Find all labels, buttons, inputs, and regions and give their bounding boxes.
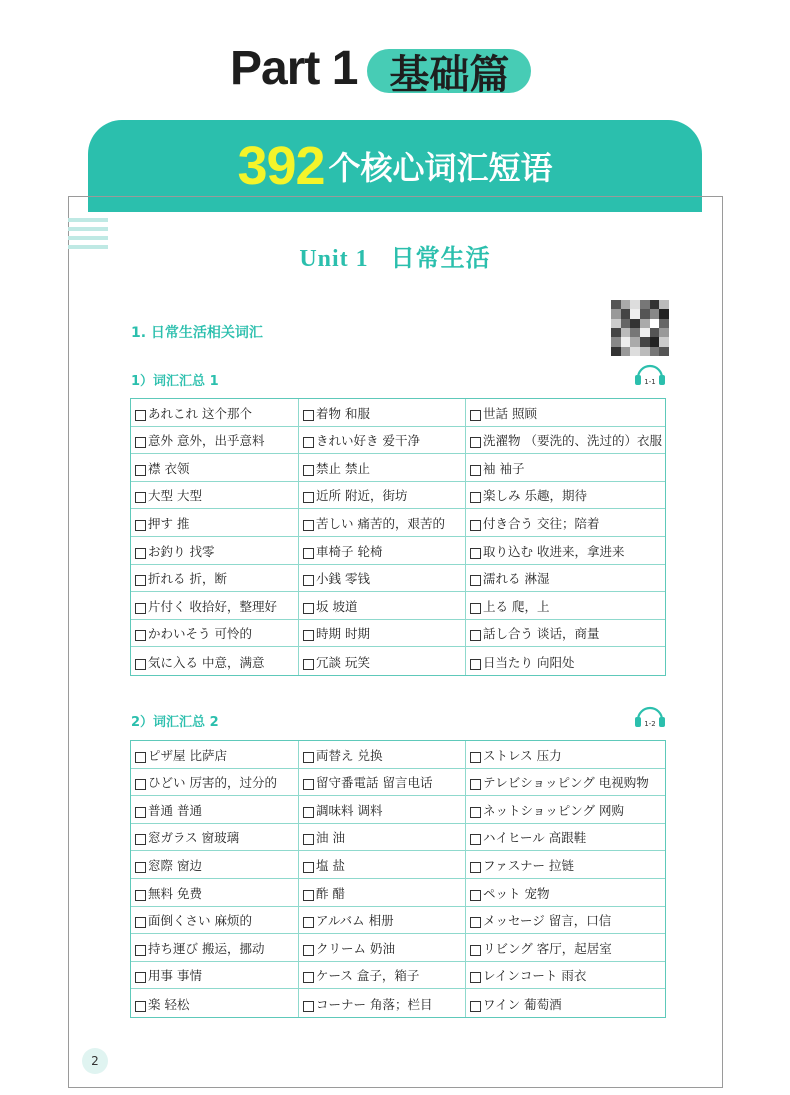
checkbox-icon[interactable] — [303, 752, 314, 763]
headphone-audio-icon[interactable] — [633, 704, 667, 728]
checkbox-icon[interactable] — [303, 1001, 314, 1012]
vocab-text: 大型 大型 — [148, 488, 202, 504]
checkbox-icon[interactable] — [470, 465, 481, 476]
checkbox-icon[interactable] — [470, 410, 481, 421]
vocab-text: 時期 时期 — [316, 626, 370, 642]
vocab-text: お釣り 找零 — [148, 543, 215, 559]
vocab-entry — [466, 879, 665, 907]
vocab-text: 留守番電話 留言电话 — [316, 775, 433, 791]
checkbox-icon[interactable] — [303, 437, 314, 448]
vocab-entry — [131, 647, 299, 675]
vocab-entry — [466, 989, 665, 1017]
vocab-text: コーナー 角落；栏目 — [316, 996, 433, 1012]
checkbox-icon[interactable] — [303, 603, 314, 614]
banner-text: 个核心词汇短语 — [328, 149, 553, 187]
vocab-entry — [466, 647, 665, 675]
vocab-text: 車椅子 轮椅 — [316, 543, 383, 559]
checkbox-icon[interactable] — [470, 945, 481, 956]
checkbox-icon[interactable] — [303, 520, 314, 531]
checkbox-icon[interactable] — [470, 659, 481, 670]
vocab-text: ワイン 葡萄酒 — [483, 996, 562, 1012]
vocab-entry — [131, 482, 299, 510]
vocab-text: 窓ガラス 窗玻璃 — [148, 830, 240, 846]
vocab-text: 話し合う 谈话，商量 — [483, 626, 600, 642]
vocab-entry — [299, 907, 466, 935]
checkbox-icon[interactable] — [470, 779, 481, 790]
vocab-text: アルバム 相册 — [316, 913, 394, 929]
vocab-entry — [466, 592, 665, 620]
vocab-text: 持ち運び 搬运，挪动 — [148, 940, 265, 956]
unit-name: 日常生活 — [390, 246, 491, 272]
checkbox-icon[interactable] — [135, 972, 146, 983]
vocab-entry — [131, 962, 299, 990]
checkbox-icon[interactable] — [135, 917, 146, 928]
vocab-entry — [131, 824, 299, 852]
vocab-text: ケース 盒子，箱子 — [316, 968, 420, 984]
vocab-text: あれこれ 这个那个 — [148, 405, 252, 421]
vocab-text: ピザ屋 比萨店 — [148, 747, 227, 763]
unit-number: Unit 1 — [299, 246, 369, 272]
vocab-entry — [466, 907, 665, 935]
checkbox-icon[interactable] — [470, 548, 481, 559]
vocab-table-1 — [130, 398, 666, 676]
part-name-pill: 基础篇 — [367, 49, 531, 93]
checkbox-icon[interactable] — [303, 807, 314, 818]
vocab-entry — [299, 769, 466, 797]
vocab-entry — [131, 934, 299, 962]
vocab-text: 付き合う 交往；陪着 — [483, 515, 600, 531]
vocab-entry — [131, 509, 299, 537]
vocab-text: ファスナー 拉链 — [483, 857, 574, 873]
checkbox-icon[interactable] — [470, 807, 481, 818]
vocab-text: 取り込む 收进来，拿进来 — [483, 543, 625, 559]
vocab-entry — [466, 427, 665, 455]
checkbox-icon[interactable] — [470, 862, 481, 873]
checkbox-icon[interactable] — [303, 890, 314, 901]
checkbox-icon[interactable] — [135, 1001, 146, 1012]
vocab-text: 苦しい 痛苦的，艰苦的 — [316, 515, 445, 531]
vocab-entry — [299, 962, 466, 990]
part-label: Part 1 — [230, 41, 358, 95]
vocab-entry — [466, 537, 665, 565]
checkbox-icon[interactable] — [135, 437, 146, 448]
vocab-text: 襟 衣领 — [148, 460, 190, 476]
checkbox-icon[interactable] — [303, 410, 314, 421]
checkbox-icon[interactable] — [470, 575, 481, 586]
checkbox-icon[interactable] — [303, 575, 314, 586]
vocab-entry — [299, 482, 466, 510]
section-heading: 1. 日常生活相关词汇 — [131, 325, 263, 341]
vocab-text: 着物 和服 — [316, 405, 370, 421]
vocab-text: テレビショッピング 电视购物 — [483, 775, 649, 791]
vocab-text: 酢 醋 — [316, 885, 345, 901]
vocab-text: 普通 普通 — [148, 802, 202, 818]
vocab-text: 楽 轻松 — [148, 996, 190, 1012]
checkbox-icon[interactable] — [303, 548, 314, 559]
vocab-entry — [299, 509, 466, 537]
vocab-text: 塩 盐 — [316, 857, 345, 873]
part-title — [230, 38, 531, 98]
vocab-entry — [131, 454, 299, 482]
checkbox-icon[interactable] — [135, 603, 146, 614]
vocab-entry — [466, 962, 665, 990]
vocab-text: レインコート 雨衣 — [483, 968, 587, 984]
group-heading-1: 1）词汇汇总 1 — [131, 374, 219, 389]
vocab-text: ひどい 厉害的，过分的 — [148, 775, 277, 791]
vocab-entry — [466, 620, 665, 648]
vocab-text: 冗談 玩笑 — [316, 654, 370, 670]
vocab-text: 無料 免费 — [148, 885, 202, 901]
checkbox-icon[interactable] — [135, 465, 146, 476]
vocab-text: 楽しみ 乐趣，期待 — [483, 488, 587, 504]
vocab-entry — [131, 592, 299, 620]
vocab-entry — [131, 565, 299, 593]
checkbox-icon[interactable] — [303, 492, 314, 503]
vocab-text: ストレス 压力 — [483, 747, 562, 763]
vocab-entry — [466, 454, 665, 482]
checkbox-icon[interactable] — [135, 807, 146, 818]
vocab-text: 小銭 零钱 — [316, 571, 370, 587]
vocab-entry — [131, 907, 299, 935]
vocab-text: 近所 附近，街坊 — [316, 488, 408, 504]
vocab-entry — [466, 399, 665, 427]
vocab-entry — [466, 769, 665, 797]
vocab-entry — [299, 851, 466, 879]
checkbox-icon[interactable] — [135, 575, 146, 586]
vocab-text: きれい好き 爱干净 — [316, 433, 420, 449]
vocab-text: 油 油 — [316, 830, 345, 846]
checkbox-icon[interactable] — [470, 834, 481, 845]
vocab-text: 坂 坡道 — [316, 598, 358, 614]
vocab-entry — [299, 537, 466, 565]
vocab-entry — [299, 565, 466, 593]
vocab-text: クリーム 奶油 — [316, 940, 395, 956]
vocab-entry — [299, 454, 466, 482]
vocab-text: 洗濯物 （要洗的、洗过的）衣服 — [483, 433, 662, 449]
checkbox-icon[interactable] — [470, 520, 481, 531]
checkbox-icon[interactable] — [470, 630, 481, 641]
vocab-entry — [466, 741, 665, 769]
checkbox-icon[interactable] — [303, 659, 314, 670]
checkbox-icon[interactable] — [303, 834, 314, 845]
vocab-text: 面倒くさい 麻烦的 — [148, 913, 252, 929]
checkbox-icon[interactable] — [303, 779, 314, 790]
page-number: 2 — [82, 1048, 108, 1074]
vocab-entry — [131, 537, 299, 565]
checkbox-icon[interactable] — [303, 630, 314, 641]
checkbox-icon[interactable] — [135, 890, 146, 901]
checkbox-icon[interactable] — [135, 752, 146, 763]
checkbox-icon[interactable] — [135, 945, 146, 956]
checkbox-icon[interactable] — [303, 945, 314, 956]
checkbox-icon[interactable] — [470, 492, 481, 503]
checkbox-icon[interactable] — [303, 862, 314, 873]
vocab-text: 用事 事情 — [148, 968, 202, 984]
vocab-text: ハイヒール 高跟鞋 — [483, 830, 587, 846]
checkbox-icon[interactable] — [470, 972, 481, 983]
vocab-text: 片付く 收拾好，整理好 — [148, 598, 277, 614]
checkbox-icon[interactable] — [470, 752, 481, 763]
vocab-entry — [299, 989, 466, 1017]
vocab-entry — [299, 427, 466, 455]
vocab-text: ペット 宠物 — [483, 885, 550, 901]
checkbox-icon[interactable] — [135, 548, 146, 559]
vocab-entry — [131, 879, 299, 907]
vocab-text: 日当たり 向阳处 — [483, 654, 575, 670]
checkbox-icon[interactable] — [135, 410, 146, 421]
checkbox-icon[interactable] — [135, 862, 146, 873]
vocab-entry — [131, 796, 299, 824]
audio-track-label: 1-1 — [644, 378, 656, 386]
unit-title — [0, 238, 790, 273]
checkbox-icon[interactable] — [470, 1001, 481, 1012]
vocab-entry — [299, 824, 466, 852]
vocab-entry — [466, 796, 665, 824]
group-heading-2: 2）词汇汇总 2 — [131, 715, 219, 730]
checkbox-icon[interactable] — [135, 492, 146, 503]
vocab-entry — [131, 989, 299, 1017]
vocab-entry — [299, 796, 466, 824]
vocab-text: 気に入る 中意，满意 — [148, 654, 265, 670]
vocab-text: 調味料 调料 — [316, 802, 383, 818]
checkbox-icon[interactable] — [470, 437, 481, 448]
vocab-entry — [299, 647, 466, 675]
vocab-entry — [466, 934, 665, 962]
vocab-entry — [299, 741, 466, 769]
checkbox-icon[interactable] — [470, 917, 481, 928]
qr-code-icon[interactable] — [611, 300, 669, 356]
checkbox-icon[interactable] — [135, 659, 146, 670]
vocab-entry — [299, 934, 466, 962]
checkbox-icon[interactable] — [470, 890, 481, 901]
vocab-text: リビング 客厅，起居室 — [483, 940, 612, 956]
vocab-text: 禁止 禁止 — [316, 460, 370, 476]
checkbox-icon[interactable] — [303, 917, 314, 928]
vocab-entry — [131, 741, 299, 769]
vocab-table-2 — [130, 740, 666, 1018]
vocab-text: メッセージ 留言，口信 — [483, 913, 612, 929]
vocab-entry — [466, 824, 665, 852]
banner-number: 392 — [237, 136, 325, 196]
vocab-entry — [131, 620, 299, 648]
checkbox-icon[interactable] — [135, 779, 146, 790]
vocab-entry — [299, 399, 466, 427]
vocab-text: 押す 推 — [148, 515, 190, 531]
vocab-entry — [466, 851, 665, 879]
vocab-text: 上る 爬，上 — [483, 598, 550, 614]
vocab-text: 窓際 窗边 — [148, 857, 202, 873]
vocab-entry — [131, 769, 299, 797]
checkbox-icon[interactable] — [135, 630, 146, 641]
vocab-text: 濡れる 淋湿 — [483, 571, 550, 587]
vocab-entry — [466, 482, 665, 510]
vocab-entry — [131, 851, 299, 879]
vocab-entry — [299, 592, 466, 620]
vocab-text: かわいそう 可怜的 — [148, 626, 252, 642]
vocab-text: ネットショッピング 网购 — [483, 802, 624, 818]
vocab-entry — [131, 427, 299, 455]
vocab-text: 意外 意外，出乎意料 — [148, 433, 265, 449]
vocab-text: 両替え 兑换 — [316, 747, 383, 763]
vocab-text: 袖 袖子 — [483, 460, 525, 476]
vocab-entry — [466, 509, 665, 537]
vocab-entry — [131, 399, 299, 427]
vocab-entry — [299, 879, 466, 907]
vocab-text: 折れる 折，断 — [148, 571, 227, 587]
checkbox-icon[interactable] — [303, 972, 314, 983]
checkbox-icon[interactable] — [135, 520, 146, 531]
audio-track-label: 1-2 — [644, 720, 656, 728]
checkbox-icon[interactable] — [470, 603, 481, 614]
vocab-entry — [466, 565, 665, 593]
checkbox-icon[interactable] — [135, 834, 146, 845]
checkbox-icon[interactable] — [303, 465, 314, 476]
vocab-entry — [299, 620, 466, 648]
vocab-text: 世話 照顾 — [483, 405, 537, 421]
headphone-audio-icon[interactable] — [633, 362, 667, 386]
